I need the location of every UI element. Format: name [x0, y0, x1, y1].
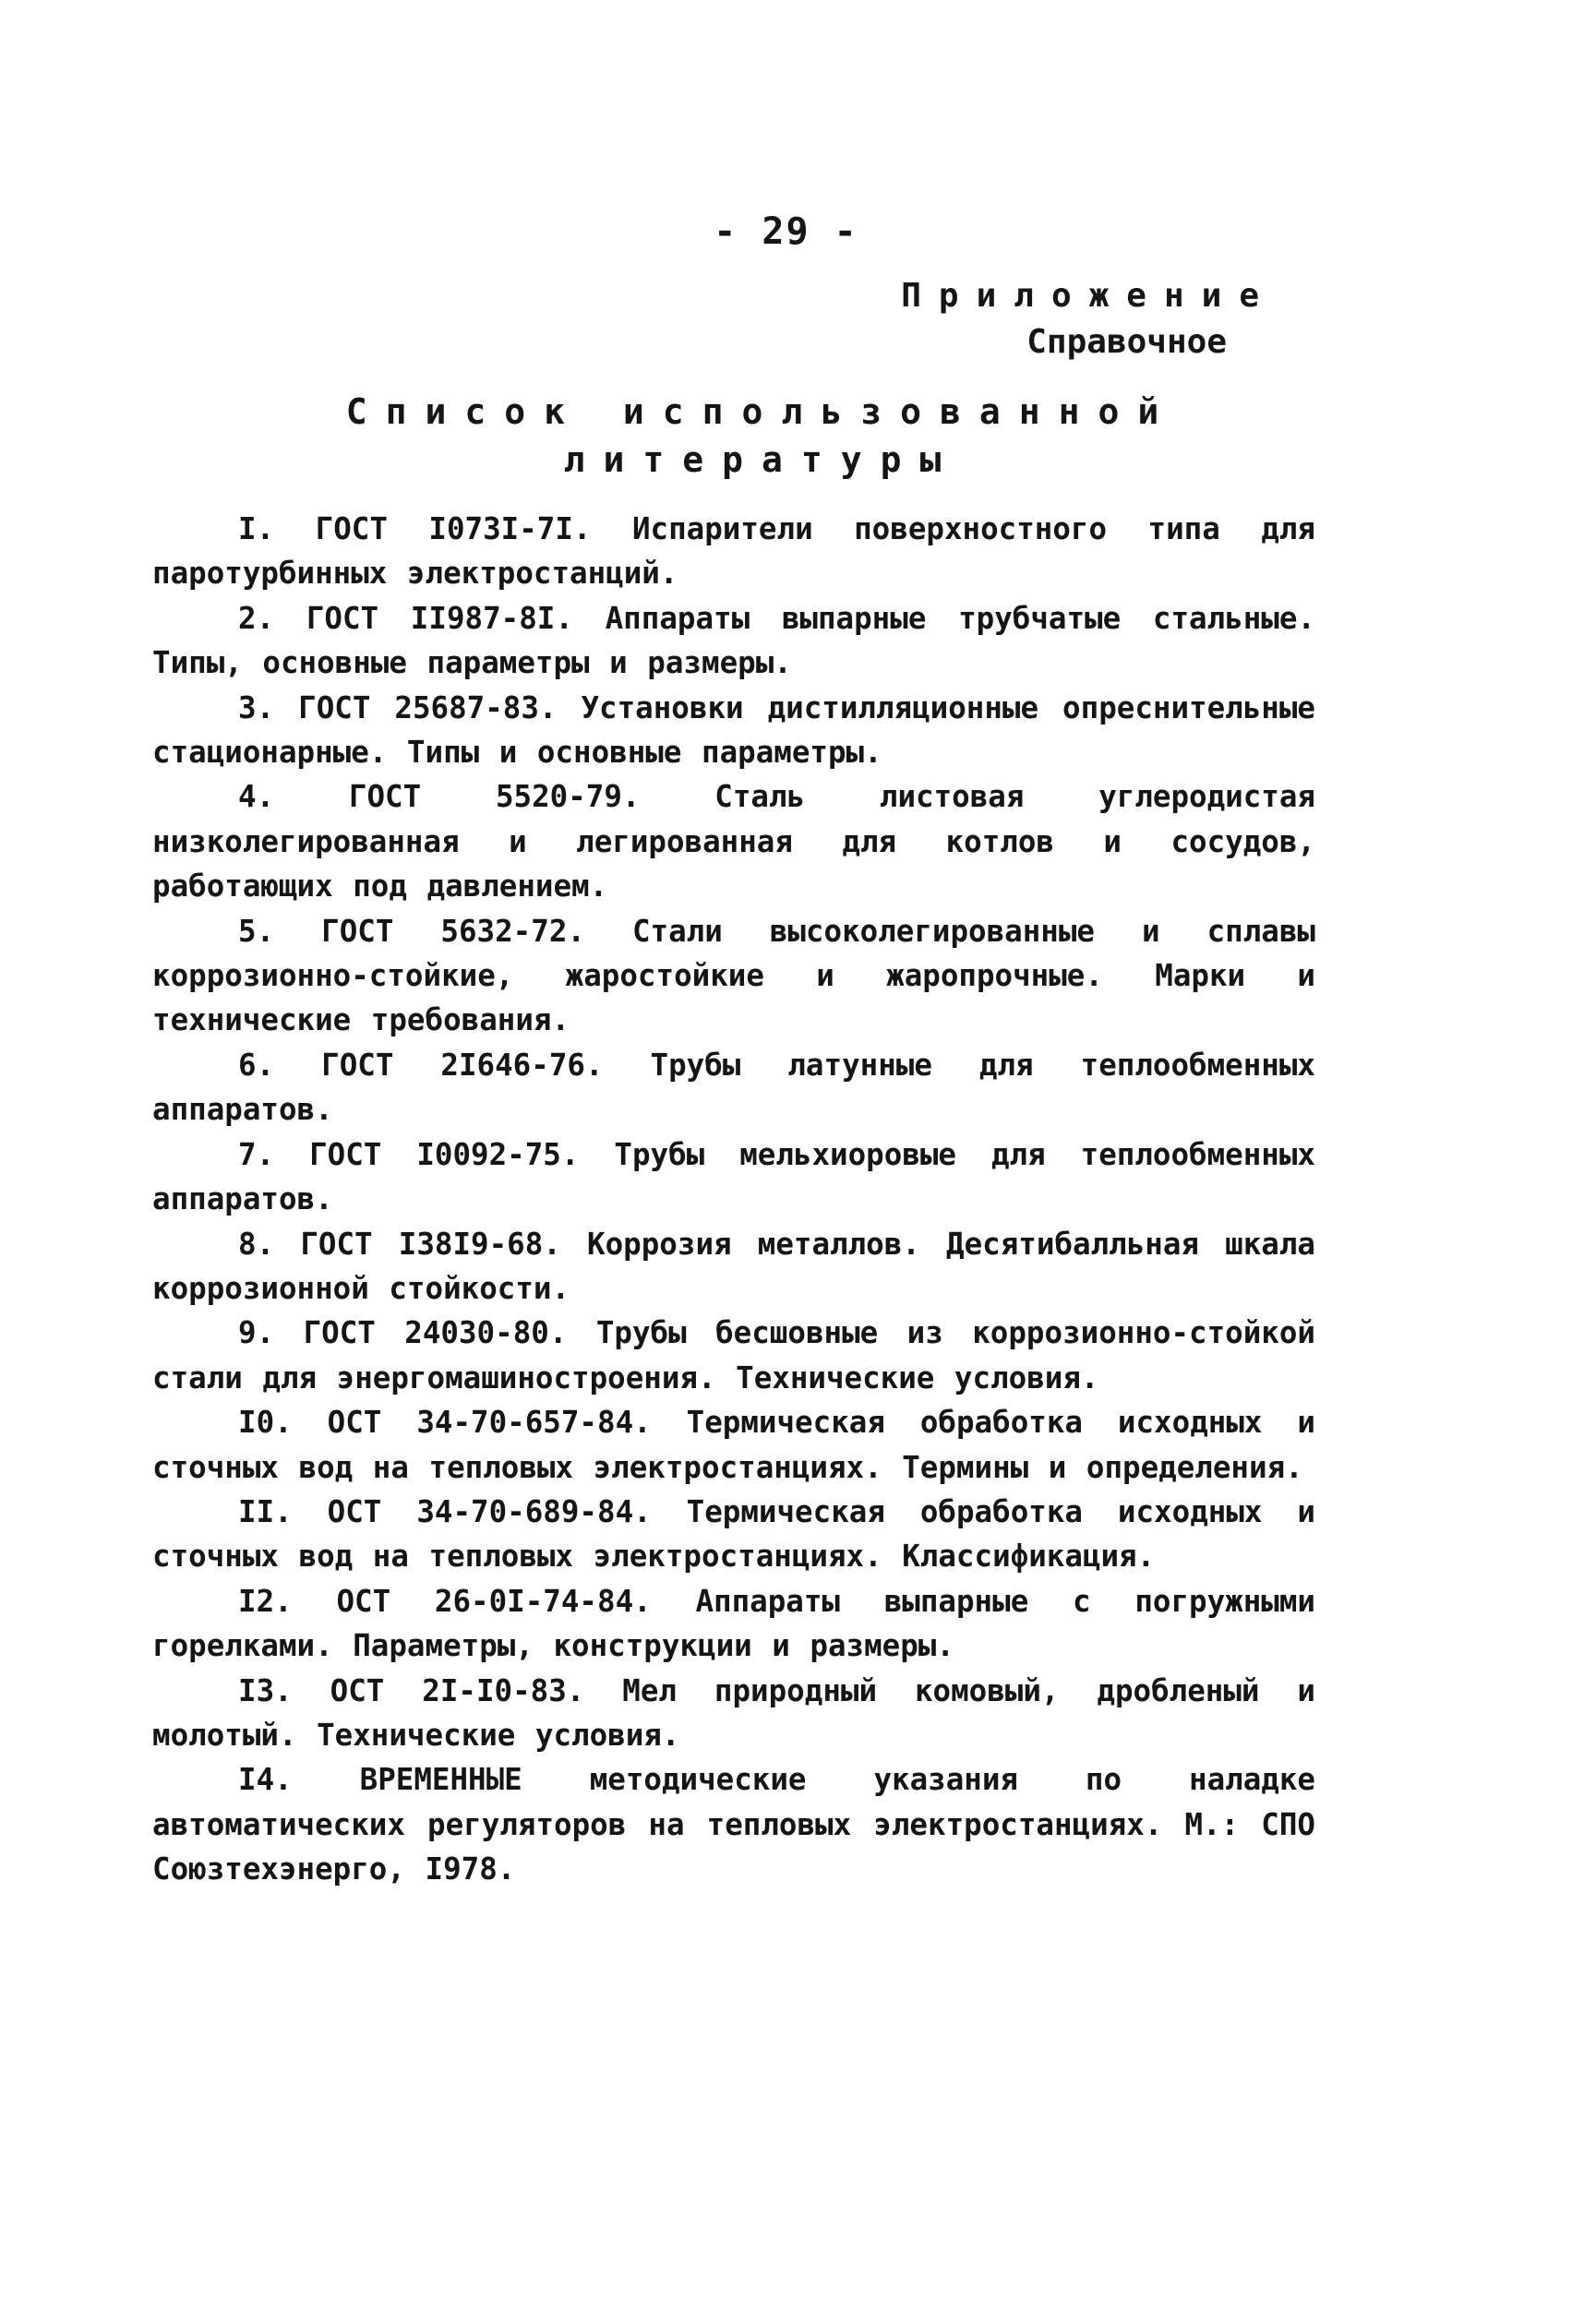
- section-title-line1: Список использованной: [345, 391, 1178, 432]
- reference-item-12: I2. ОСТ 26-0I-74-84. Аппараты выпарные с погружными горелками. Параметры, конструкции и размеры.: [152, 1583, 1315, 1664]
- reference-item-14: I4. ВРЕМЕННЫЕ методические указания по наладке автоматических регуляторов на тепловых электростанциях. М.: СПО Союзтехэнерго, I978.: [152, 1762, 1315, 1887]
- page-number: - 29 -: [714, 210, 858, 253]
- reference-item-5: 5. ГОСТ 5632-72. Стали высоколегированные и сплавы коррозионно-стойкие, жаростойкие и жаропрочные. Марки и технические требования.: [152, 913, 1315, 1038]
- reference-item-4: 4. ГОСТ 5520-79. Сталь листовая углеродистая низколегированная и легированная для котлов и сосудов, работающих под давлением.: [152, 779, 1315, 904]
- reference-item-2: 2. ГОСТ II987-8I. Аппараты выпарные трубчатые стальные. Типы, основные параметры и размеры.: [152, 600, 1315, 681]
- reference-item-9: 9. ГОСТ 24030-80. Трубы бесшовные из коррозионно-стойкой стали для энергомашиностроения. Технические условия.: [152, 1315, 1315, 1396]
- appendix-type: Справочное: [1026, 323, 1227, 361]
- appendix-label: Приложение: [901, 277, 1277, 315]
- reference-item-3: 3. ГОСТ 25687-83. Установки дистилляционные опреснительные стационарные. Типы и основные параметры.: [152, 689, 1315, 771]
- reference-item-1: I. ГОСТ I073I-7I. Испарители поверхностного типа для паротурбинных электростанций.: [152, 511, 1315, 592]
- reference-item-10: I0. ОСТ 34-70-657-84. Термическая обработка исходных и сточных вод на тепловых электростанциях. Термины и определения.: [152, 1405, 1315, 1485]
- reference-item-8: 8. ГОСТ I38I9-68. Коррозия металлов. Десятибалльная шкала коррозионной стойкости.: [152, 1226, 1315, 1306]
- section-title: [277, 388, 1246, 484]
- reference-item-7: 7. ГОСТ I0092-75. Трубы мельхиоровые для теплообменных аппаратов.: [152, 1136, 1315, 1217]
- reference-item-13: I3. ОСТ 2I-I0-83. Мел природный комовый, дробленый и молотый. Технические условия.: [152, 1672, 1315, 1753]
- reference-list: [152, 507, 1315, 1892]
- reference-item-6: 6. ГОСТ 2I646-76. Трубы латунные для теплообменных аппаратов.: [152, 1047, 1315, 1128]
- section-title-line2: литературы: [563, 439, 960, 480]
- reference-item-11: II. ОСТ 34-70-689-84. Термическая обработка исходных и сточных вод на тепловых электростанциях. Классификация.: [152, 1493, 1315, 1575]
